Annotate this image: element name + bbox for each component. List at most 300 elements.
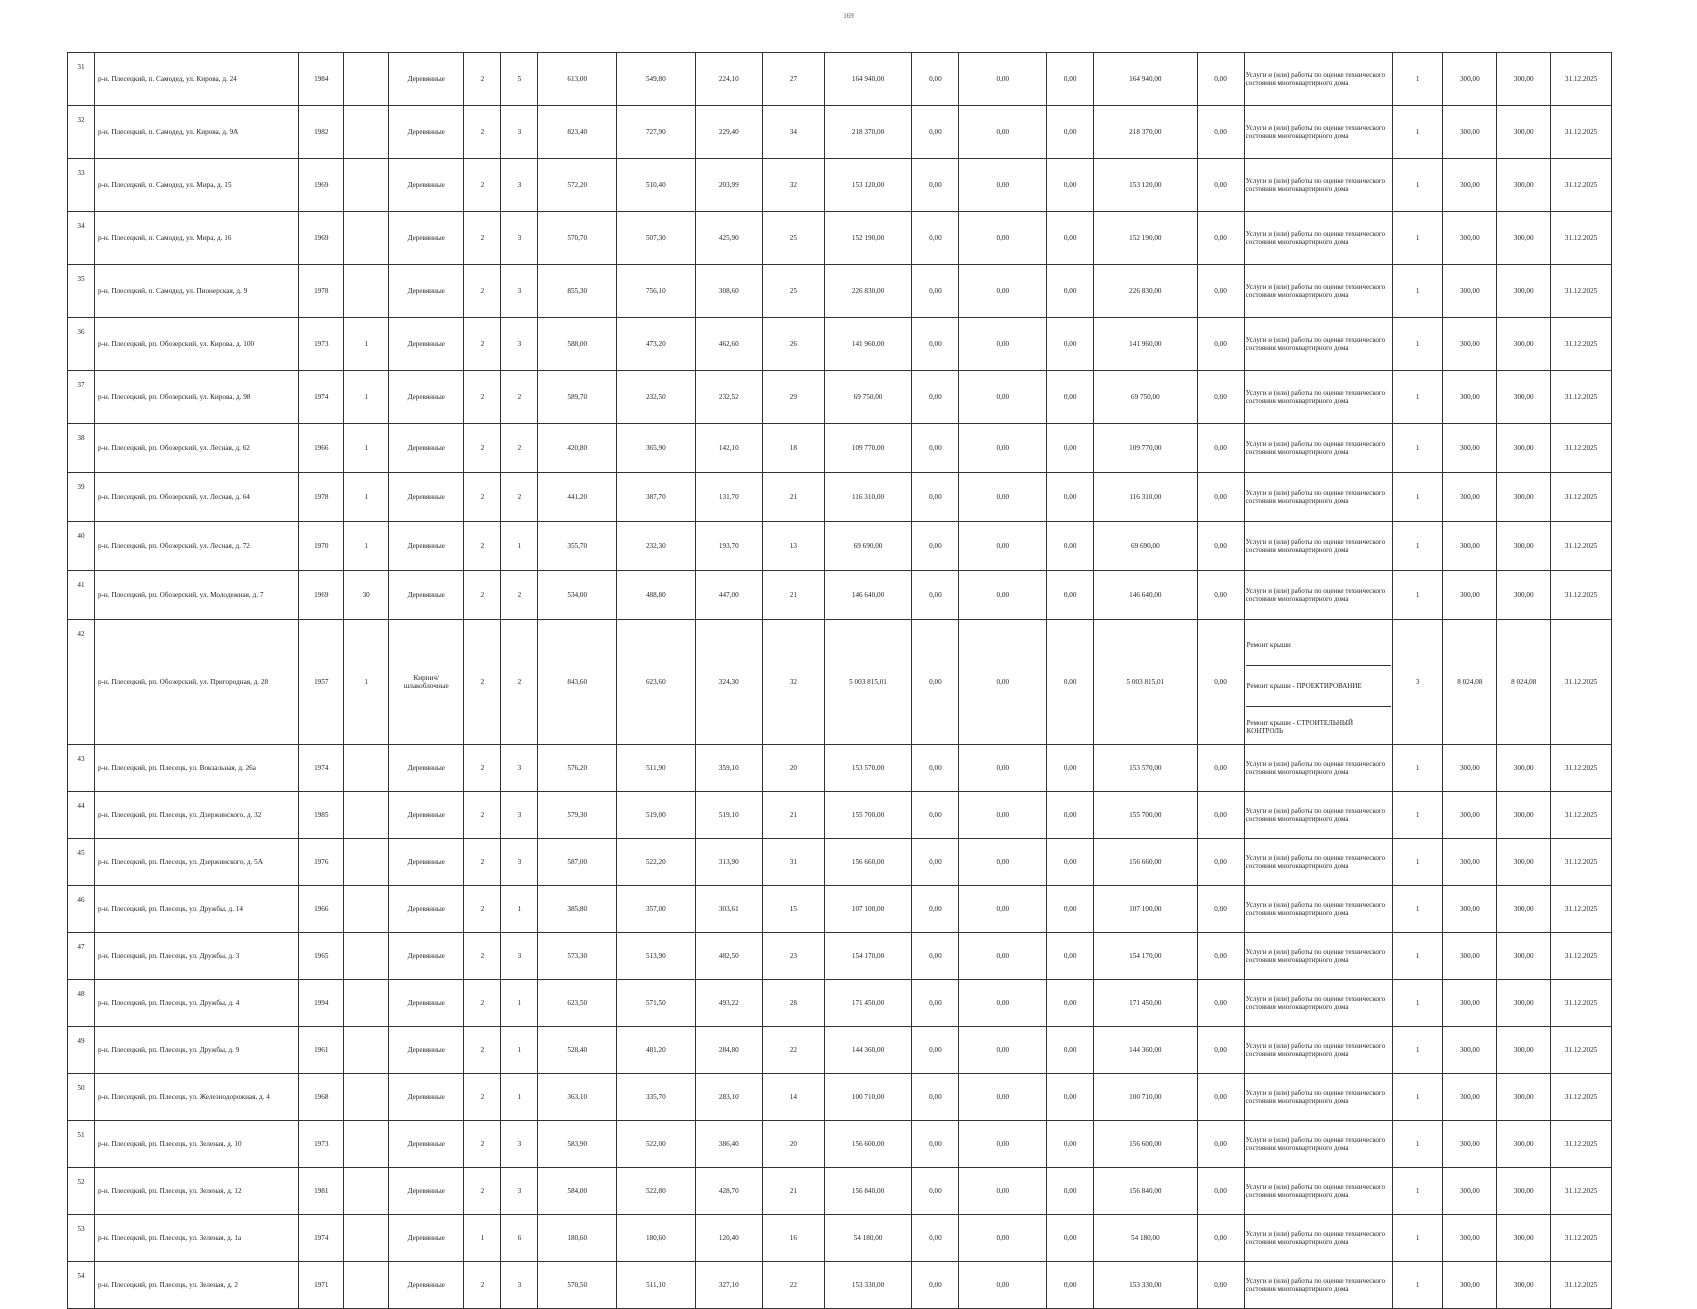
commissioning-year: 1994 <box>299 980 344 1027</box>
row-number: 50 <box>68 1074 95 1121</box>
living-area: 387,70 <box>617 473 696 522</box>
row-number: 35 <box>68 265 95 318</box>
max-cost: 300,00 <box>1497 106 1551 159</box>
max-cost: 300,00 <box>1497 933 1551 980</box>
region-cost: 0,00 <box>959 745 1047 792</box>
region-cost: 0,00 <box>959 1074 1047 1121</box>
other-cost: 0,00 <box>1197 980 1244 1027</box>
work-item: Услуги и (или) работы по оценке технического состояния многоквартирного дома <box>1245 900 1386 917</box>
entrances-count: 2 <box>501 473 538 522</box>
nonresidential-area: 324,30 <box>695 620 762 745</box>
page-number: 169 <box>843 12 854 20</box>
fund-cost: 0,00 <box>912 265 959 318</box>
residents-count: 21 <box>762 571 824 620</box>
row-number: 42 <box>68 620 95 745</box>
works-cell <box>1244 745 1392 792</box>
commissioning-year: 1978 <box>299 265 344 318</box>
region-cost: 0,00 <box>959 106 1047 159</box>
fund-cost: 0,00 <box>912 1262 959 1309</box>
local-cost: 0,00 <box>1047 839 1094 886</box>
total-area: 570,50 <box>538 1262 617 1309</box>
fund-cost: 0,00 <box>912 745 959 792</box>
works-cell <box>1244 424 1392 473</box>
fund-cost: 0,00 <box>912 792 959 839</box>
residents-count: 16 <box>762 1215 824 1262</box>
table-row <box>68 933 1612 980</box>
deadline-date: 31.12.2025 <box>1551 159 1612 212</box>
address-cell: р-н. Плесецкий, рп. Обозерский, ул. Лесная, д. 64 <box>94 473 298 522</box>
address-cell: р-н. Плесецкий, рп. Плесецк, ул. Дружбы, д. 9 <box>94 1027 298 1074</box>
commissioning-year: 1966 <box>299 424 344 473</box>
living-area: 549,80 <box>617 53 696 106</box>
owners-cost: 154 170,00 <box>1094 933 1197 980</box>
total-cost: 141 960,00 <box>824 318 912 371</box>
total-area: 587,00 <box>538 839 617 886</box>
other-cost: 0,00 <box>1197 424 1244 473</box>
floors-count: 2 <box>464 980 501 1027</box>
works-cell <box>1244 620 1392 745</box>
table-row <box>68 1215 1612 1262</box>
work-item: Услуги и (или) работы по оценке технического состояния многоквартирного дома <box>1245 388 1386 405</box>
local-cost: 0,00 <box>1047 933 1094 980</box>
wall-material: Деревянные <box>389 933 464 980</box>
other-cost: 0,00 <box>1197 933 1244 980</box>
total-area: 528,40 <box>538 1027 617 1074</box>
region-cost: 0,00 <box>959 792 1047 839</box>
other-cost: 0,00 <box>1197 265 1244 318</box>
other-cost: 0,00 <box>1197 1262 1244 1309</box>
other-cost: 0,00 <box>1197 745 1244 792</box>
owners-cost: 116 310,00 <box>1094 473 1197 522</box>
work-item: Ремонт крыши <box>1246 625 1391 666</box>
owners-cost: 153 120,00 <box>1094 159 1197 212</box>
floors-count: 2 <box>464 839 501 886</box>
local-cost: 0,00 <box>1047 745 1094 792</box>
floors-count: 2 <box>464 745 501 792</box>
table-row <box>68 839 1612 886</box>
last-repair-cell <box>344 839 389 886</box>
entrances-count: 3 <box>501 1262 538 1309</box>
max-cost: 300,00 <box>1497 1027 1551 1074</box>
living-area: 522,80 <box>617 1168 696 1215</box>
row-number: 46 <box>68 886 95 933</box>
living-area: 522,20 <box>617 839 696 886</box>
fund-cost: 0,00 <box>912 1121 959 1168</box>
living-area: 507,30 <box>617 212 696 265</box>
total-cost: 5 003 815,01 <box>824 620 912 745</box>
wall-material: Деревянные <box>389 1215 464 1262</box>
owners-cost: 152 190,00 <box>1094 212 1197 265</box>
table-row <box>68 1074 1612 1121</box>
residents-count: 25 <box>762 265 824 318</box>
commissioning-year: 1968 <box>299 1074 344 1121</box>
total-area: 613,00 <box>538 53 617 106</box>
living-area: 756,10 <box>617 265 696 318</box>
nonresidential-area: 482,50 <box>695 933 762 980</box>
address-cell: р-н. Плесецкий, рп. Плесецк, ул. Вокзальная, д. 26а <box>94 745 298 792</box>
row-number: 33 <box>68 159 95 212</box>
address-cell: р-н. Плесецкий, рп. Плесецк, ул. Зеленая, д. 12 <box>94 1168 298 1215</box>
owners-cost: 164 940,00 <box>1094 53 1197 106</box>
work-item: Услуги и (или) работы по оценке технического состояния многоквартирного дома <box>1245 488 1386 505</box>
entrances-count: 3 <box>501 265 538 318</box>
floors-count: 2 <box>464 933 501 980</box>
residents-count: 27 <box>762 53 824 106</box>
local-cost: 0,00 <box>1047 1027 1094 1074</box>
nonresidential-area: 425,90 <box>695 212 762 265</box>
address-cell: р-н. Плесецкий, п. Самодед, ул. Мира, д. 15 <box>94 159 298 212</box>
work-item: Услуги и (или) работы по оценке технического состояния многоквартирного дома <box>1245 853 1386 870</box>
wall-material: Деревянные <box>389 839 464 886</box>
last-repair-cell <box>344 106 389 159</box>
works-cell <box>1244 571 1392 620</box>
entrances-count: 3 <box>501 839 538 886</box>
residents-count: 25 <box>762 212 824 265</box>
region-cost: 0,00 <box>959 159 1047 212</box>
owners-cost: 153 570,00 <box>1094 745 1197 792</box>
address-cell: р-н. Плесецкий, рп. Плесецк, ул. Железнодорожная, д. 4 <box>94 1074 298 1121</box>
residents-count: 32 <box>762 620 824 745</box>
nonresidential-area: 142,10 <box>695 424 762 473</box>
unit-cost: 300,00 <box>1443 792 1497 839</box>
residents-count: 15 <box>762 886 824 933</box>
row-number: 38 <box>68 424 95 473</box>
max-cost: 300,00 <box>1497 522 1551 571</box>
row-number: 52 <box>68 1168 95 1215</box>
nonresidential-area: 359,10 <box>695 745 762 792</box>
max-cost: 300,00 <box>1497 1168 1551 1215</box>
commissioning-year: 1971 <box>299 1262 344 1309</box>
living-area: 481,20 <box>617 1027 696 1074</box>
deadline-date: 31.12.2025 <box>1551 53 1612 106</box>
total-area: 534,00 <box>538 571 617 620</box>
row-number: 51 <box>68 1121 95 1168</box>
owners-cost: 69 690,00 <box>1094 522 1197 571</box>
address-cell: р-н. Плесецкий, рп. Плесецк, ул. Дзержинского, д. 5А <box>94 839 298 886</box>
other-cost: 0,00 <box>1197 371 1244 424</box>
unit-cost: 300,00 <box>1443 473 1497 522</box>
living-area: 473,20 <box>617 318 696 371</box>
total-cost: 156 600,00 <box>824 1121 912 1168</box>
entrances-count: 6 <box>501 1215 538 1262</box>
last-repair-cell: 1 <box>344 424 389 473</box>
work-item: Услуги и (или) работы по оценке технического состояния многоквартирного дома <box>1245 586 1386 603</box>
works-cell <box>1244 1027 1392 1074</box>
other-cost: 0,00 <box>1197 318 1244 371</box>
residents-count: 20 <box>762 745 824 792</box>
entrances-count: 2 <box>501 620 538 745</box>
living-area: 357,00 <box>617 886 696 933</box>
max-cost: 300,00 <box>1497 212 1551 265</box>
work-count: 1 <box>1392 473 1443 522</box>
work-count: 1 <box>1392 1262 1443 1309</box>
other-cost: 0,00 <box>1197 571 1244 620</box>
fund-cost: 0,00 <box>912 212 959 265</box>
work-count: 1 <box>1392 571 1443 620</box>
fund-cost: 0,00 <box>912 1215 959 1262</box>
commissioning-year: 1965 <box>299 933 344 980</box>
owners-cost: 156 660,00 <box>1094 839 1197 886</box>
nonresidential-area: 303,61 <box>695 886 762 933</box>
nonresidential-area: 428,70 <box>695 1168 762 1215</box>
total-area: 823,40 <box>538 106 617 159</box>
total-cost: 144 360,00 <box>824 1027 912 1074</box>
max-cost: 300,00 <box>1497 745 1551 792</box>
work-count: 1 <box>1392 53 1443 106</box>
total-cost: 153 120,00 <box>824 159 912 212</box>
table-row <box>68 212 1612 265</box>
commissioning-year: 1973 <box>299 318 344 371</box>
unit-cost: 300,00 <box>1443 318 1497 371</box>
deadline-date: 31.12.2025 <box>1551 1121 1612 1168</box>
work-item: Услуги и (или) работы по оценке технического состояния многоквартирного дома <box>1245 1088 1386 1105</box>
work-item: Ремонт крыши - СТРОИТЕЛЬНЫЙ КОНТРОЛЬ <box>1246 718 1354 735</box>
works-cell <box>1244 980 1392 1027</box>
work-count: 1 <box>1392 839 1443 886</box>
other-cost: 0,00 <box>1197 53 1244 106</box>
work-item: Услуги и (или) работы по оценке технического состояния многоквартирного дома <box>1245 1135 1386 1152</box>
owners-cost: 54 180,00 <box>1094 1215 1197 1262</box>
living-area: 232,50 <box>617 371 696 424</box>
works-cell <box>1244 792 1392 839</box>
commissioning-year: 1974 <box>299 745 344 792</box>
commissioning-year: 1969 <box>299 212 344 265</box>
total-cost: 153 570,00 <box>824 745 912 792</box>
other-cost: 0,00 <box>1197 1027 1244 1074</box>
work-item: Услуги и (или) работы по оценке технического состояния многоквартирного дома <box>1245 1041 1386 1058</box>
last-repair-cell <box>344 1027 389 1074</box>
nonresidential-area: 131,70 <box>695 473 762 522</box>
commissioning-year: 1970 <box>299 522 344 571</box>
total-area: 441,20 <box>538 473 617 522</box>
floors-count: 2 <box>464 1074 501 1121</box>
owners-cost: 144 360,00 <box>1094 1027 1197 1074</box>
local-cost: 0,00 <box>1047 1168 1094 1215</box>
works-cell <box>1244 839 1392 886</box>
living-area: 232,30 <box>617 522 696 571</box>
entrances-count: 3 <box>501 933 538 980</box>
wall-material: Деревянные <box>389 522 464 571</box>
total-cost: 171 450,00 <box>824 980 912 1027</box>
region-cost: 0,00 <box>959 1027 1047 1074</box>
residents-count: 14 <box>762 1074 824 1121</box>
table-row <box>68 265 1612 318</box>
region-cost: 0,00 <box>959 933 1047 980</box>
commissioning-year: 1969 <box>299 159 344 212</box>
local-cost: 0,00 <box>1047 980 1094 1027</box>
owners-cost: 171 450,00 <box>1094 980 1197 1027</box>
floors-count: 2 <box>464 1121 501 1168</box>
total-area: 855,30 <box>538 265 617 318</box>
works-cell <box>1244 318 1392 371</box>
floors-count: 2 <box>464 792 501 839</box>
table-body <box>68 53 1612 1309</box>
last-repair-cell <box>344 265 389 318</box>
floors-count: 1 <box>464 1215 501 1262</box>
owners-cost: 218 370,00 <box>1094 106 1197 159</box>
deadline-date: 31.12.2025 <box>1551 473 1612 522</box>
unit-cost: 8 024,08 <box>1443 620 1497 745</box>
work-count: 1 <box>1392 745 1443 792</box>
works-cell <box>1244 159 1392 212</box>
wall-material: Деревянные <box>389 1168 464 1215</box>
floors-count: 2 <box>464 473 501 522</box>
wall-material: Деревянные <box>389 792 464 839</box>
residents-count: 28 <box>762 980 824 1027</box>
total-cost: 218 370,00 <box>824 106 912 159</box>
row-number: 36 <box>68 318 95 371</box>
deadline-date: 31.12.2025 <box>1551 212 1612 265</box>
wall-material: Деревянные <box>389 745 464 792</box>
work-count: 1 <box>1392 159 1443 212</box>
wall-material: Деревянные <box>389 980 464 1027</box>
commissioning-year: 1984 <box>299 53 344 106</box>
other-cost: 0,00 <box>1197 1168 1244 1215</box>
residents-count: 31 <box>762 839 824 886</box>
last-repair-cell: 1 <box>344 522 389 571</box>
fund-cost: 0,00 <box>912 1168 959 1215</box>
region-cost: 0,00 <box>959 265 1047 318</box>
work-item: Услуги и (или) работы по оценке технического состояния многоквартирного дома <box>1245 123 1386 140</box>
max-cost: 300,00 <box>1497 53 1551 106</box>
table-row <box>68 106 1612 159</box>
deadline-date: 31.12.2025 <box>1551 1215 1612 1262</box>
local-cost: 0,00 <box>1047 159 1094 212</box>
owners-cost: 109 770,00 <box>1094 424 1197 473</box>
last-repair-cell <box>344 745 389 792</box>
fund-cost: 0,00 <box>912 53 959 106</box>
floors-count: 2 <box>464 265 501 318</box>
local-cost: 0,00 <box>1047 886 1094 933</box>
unit-cost: 300,00 <box>1443 53 1497 106</box>
region-cost: 0,00 <box>959 1215 1047 1262</box>
residents-count: 23 <box>762 933 824 980</box>
fund-cost: 0,00 <box>912 424 959 473</box>
total-cost: 164 940,00 <box>824 53 912 106</box>
living-area: 623,60 <box>617 620 696 745</box>
nonresidential-area: 493,22 <box>695 980 762 1027</box>
total-area: 420,80 <box>538 424 617 473</box>
table-row <box>68 473 1612 522</box>
other-cost: 0,00 <box>1197 106 1244 159</box>
total-area: 843,60 <box>538 620 617 745</box>
entrances-count: 3 <box>501 318 538 371</box>
local-cost: 0,00 <box>1047 792 1094 839</box>
other-cost: 0,00 <box>1197 522 1244 571</box>
other-cost: 0,00 <box>1197 1074 1244 1121</box>
table-row <box>68 745 1612 792</box>
table-row <box>68 424 1612 473</box>
fund-cost: 0,00 <box>912 522 959 571</box>
residents-count: 34 <box>762 106 824 159</box>
total-cost: 155 700,00 <box>824 792 912 839</box>
deadline-date: 31.12.2025 <box>1551 522 1612 571</box>
unit-cost: 300,00 <box>1443 839 1497 886</box>
address-cell: р-н. Плесецкий, п. Самодед, ул. Кирова, д. 24 <box>94 53 298 106</box>
nonresidential-area: 283,10 <box>695 1074 762 1121</box>
row-number: 37 <box>68 371 95 424</box>
wall-material: Деревянные <box>389 886 464 933</box>
region-cost: 0,00 <box>959 473 1047 522</box>
address-cell: р-н. Плесецкий, рп. Плесецк, ул. Зеленая, д. 10 <box>94 1121 298 1168</box>
total-area: 363,10 <box>538 1074 617 1121</box>
total-area: 588,00 <box>538 318 617 371</box>
floors-count: 2 <box>464 159 501 212</box>
entrances-count: 3 <box>501 1168 538 1215</box>
deadline-date: 31.12.2025 <box>1551 424 1612 473</box>
deadline-date: 31.12.2025 <box>1551 839 1612 886</box>
total-area: 623,50 <box>538 980 617 1027</box>
address-cell: р-н. Плесецкий, п. Самодед, ул. Кирова, д. 9А <box>94 106 298 159</box>
address-cell: р-н. Плесецкий, рп. Обозерский, ул. Пригородная, д. 28 <box>94 620 298 745</box>
work-count: 1 <box>1392 265 1443 318</box>
total-area: 589,70 <box>538 371 617 424</box>
row-number: 48 <box>68 980 95 1027</box>
unit-cost: 300,00 <box>1443 1074 1497 1121</box>
fund-cost: 0,00 <box>912 371 959 424</box>
region-cost: 0,00 <box>959 571 1047 620</box>
table-row <box>68 522 1612 571</box>
other-cost: 0,00 <box>1197 792 1244 839</box>
deadline-date: 31.12.2025 <box>1551 792 1612 839</box>
fund-cost: 0,00 <box>912 473 959 522</box>
floors-count: 2 <box>464 212 501 265</box>
max-cost: 300,00 <box>1497 1074 1551 1121</box>
living-area: 522,00 <box>617 1121 696 1168</box>
row-number: 45 <box>68 839 95 886</box>
work-item: Ремонт крыши - ПРОЕКТИРОВАНИЕ <box>1246 666 1391 707</box>
work-item: Услуги и (или) работы по оценке технического состояния многоквартирного дома <box>1245 1229 1386 1246</box>
entrances-count: 5 <box>501 53 538 106</box>
works-cell <box>1244 53 1392 106</box>
fund-cost: 0,00 <box>912 106 959 159</box>
work-item: Услуги и (или) работы по оценке технического состояния многоквартирного дома <box>1245 759 1386 776</box>
works-cell <box>1244 106 1392 159</box>
wall-material: Деревянные <box>389 571 464 620</box>
address-cell: р-н. Плесецкий, рп. Плесецк, ул. Дружбы, д. 3 <box>94 933 298 980</box>
table-row <box>68 1262 1612 1309</box>
total-area: 584,00 <box>538 1168 617 1215</box>
works-cell <box>1244 522 1392 571</box>
work-count: 1 <box>1392 1074 1443 1121</box>
unit-cost: 300,00 <box>1443 1215 1497 1262</box>
total-cost: 156 840,00 <box>824 1168 912 1215</box>
entrances-count: 2 <box>501 571 538 620</box>
owners-cost: 156 600,00 <box>1094 1121 1197 1168</box>
total-cost: 146 640,00 <box>824 571 912 620</box>
local-cost: 0,00 <box>1047 1215 1094 1262</box>
residents-count: 21 <box>762 792 824 839</box>
table-row <box>68 571 1612 620</box>
fund-cost: 0,00 <box>912 980 959 1027</box>
unit-cost: 300,00 <box>1443 212 1497 265</box>
owners-cost: 141 960,00 <box>1094 318 1197 371</box>
floors-count: 2 <box>464 371 501 424</box>
other-cost: 0,00 <box>1197 886 1244 933</box>
work-count: 1 <box>1392 933 1443 980</box>
address-cell: р-н. Плесецкий, рп. Обозерский, ул. Кирова, д. 98 <box>94 371 298 424</box>
fund-cost: 0,00 <box>912 620 959 745</box>
unit-cost: 300,00 <box>1443 106 1497 159</box>
row-number: 44 <box>68 792 95 839</box>
row-number: 39 <box>68 473 95 522</box>
wall-material: Деревянные <box>389 53 464 106</box>
owners-cost: 5 003 815,01 <box>1094 620 1197 745</box>
deadline-date: 31.12.2025 <box>1551 980 1612 1027</box>
work-item: Услуги и (или) работы по оценке технического состояния многоквартирного дома <box>1245 439 1386 456</box>
work-count: 1 <box>1392 424 1443 473</box>
nonresidential-area: 232,52 <box>695 371 762 424</box>
